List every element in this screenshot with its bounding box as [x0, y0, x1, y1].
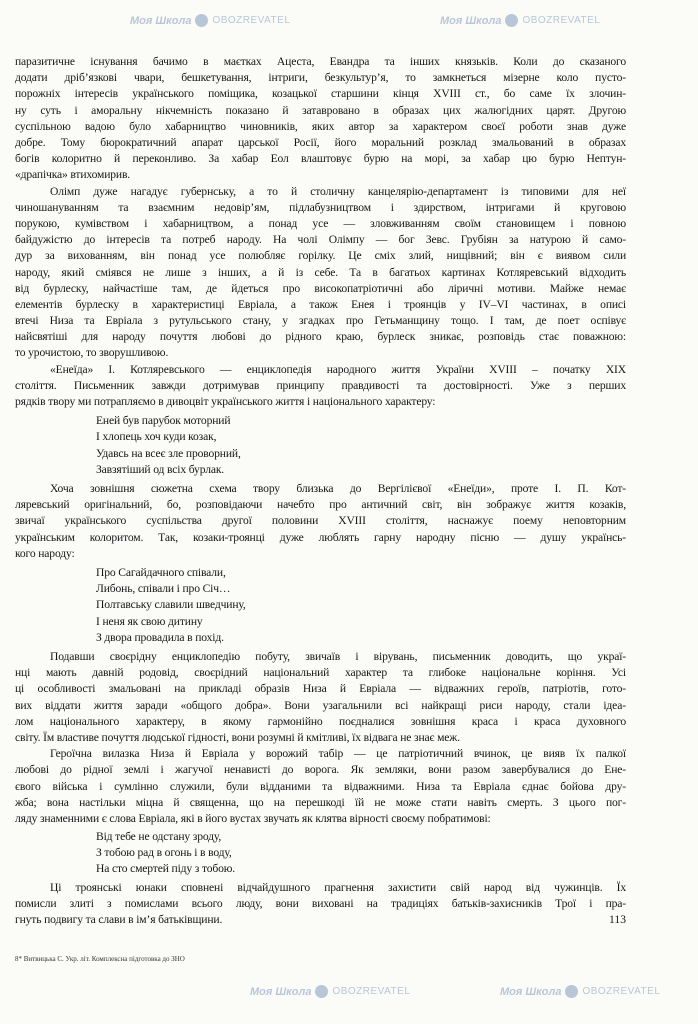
- text-line: елементів бурлеску в характеристиці Евріала, а також Енея і троянців у IV–VI частинах, в описі: [15, 297, 626, 311]
- watermark-brand: OBOZREVATEL: [582, 986, 661, 997]
- verse-quote: [15, 413, 626, 478]
- paragraph: [15, 481, 626, 562]
- text-line: добре. Тому бюрократичний апарат царської Росії, його моральний розклад змальований в образах: [15, 135, 626, 149]
- text-line: помисли злиті з помислами всього люду, вони виховані на традиціях батьків-захисників Трої і пра-: [15, 897, 626, 911]
- text-line: звичаї українського суспільства другої половини XVIII століття, наснажує поему неповторним: [15, 514, 626, 528]
- text-line: століття. Письменник завжди дотримував принципу правдивості та достовірності. Уже з перших: [15, 378, 626, 392]
- text-line: то урочистою, то зворушливою.: [15, 346, 169, 360]
- verse-line: Полтавську славили шведчину,: [96, 598, 246, 612]
- text-line: кого народу:: [15, 546, 75, 560]
- verse-line: На сто смертей піду з тобою.: [96, 862, 236, 876]
- verse-quote: [15, 829, 626, 878]
- text-line: «Енеїда» І. Котляревського — енциклопедія народного життя України XVIII – початку XIX: [50, 362, 626, 376]
- text-line: від бурлеску, найчастіше там, де йдеться про високопатріотичні або ліричні мотиви. Майже немає: [15, 281, 626, 295]
- verse-line: І хлопець хоч куди козак,: [96, 430, 217, 444]
- text-line: гнуть подвигу та слави в ім’я батьківщини.: [15, 913, 223, 927]
- page-number: 113: [609, 913, 626, 926]
- text-line: порожніх інтересів українського поміщика, козацької старшини кінця XVIII ст., бо саме їх злочин-: [15, 87, 626, 101]
- footer-citation: 8* Витвицька С. Укр. літ. Комплексна підготовка до ЗНО: [15, 955, 185, 963]
- text-line: суспільною вадою було хабарництво чиновників, яких автор за характером своєї роботи знав дуже: [15, 119, 626, 133]
- text-line: ну суть і аморальну нікчемність показано й затавровано в образах цих жалюгідних царят. Другою: [15, 103, 626, 117]
- verse-line: Про Сагайдачного співали,: [96, 566, 226, 579]
- watermark-brand: Моя Школа: [440, 14, 502, 27]
- text-line: Героїчна вилазка Низа й Евріала у ворожий табір — це патріотичний вчинок, це вияв їх палкої: [50, 747, 626, 761]
- text-line: українським колоритом. Так, козаки-троянці дуже люблять гарну народну пісню — душу українсь-: [15, 530, 626, 544]
- watermark-brand: OBOZREVATEL: [332, 986, 411, 997]
- text-line: найсвятіші для народу почуття любові до рідного краю, бурлеск зникає, розповідь стає поважною:: [15, 330, 626, 344]
- text-line: жба; вона настільки міцна й священна, що на перешкоді їй не може стати навіть смерть. З цього пог-: [15, 795, 626, 809]
- text-line: байдужістю до інтересів та потреб народу. На чолі Олімпу — бог Зевс. Грубіян за натурою й само-: [15, 233, 626, 247]
- watermark-brand: Моя Школа: [250, 985, 312, 998]
- text-line: чиношануванням та взаємним недовір’ям, підлабузництвом і здирством, інтригами й круговою: [15, 200, 626, 214]
- text-line: паразитичне існування бачимо в маєтках Ацеста, Евандра та інших князьків. Коли до сказаного: [15, 55, 626, 68]
- watermark-logo-icon: [565, 985, 578, 998]
- text-line: євого війська і сумлінно служили, були відданими та відважними. Низа та Евріала єднає бойова дру-: [15, 779, 626, 793]
- paragraph: [15, 649, 626, 746]
- text-line: народу, який сміявся не лише з інших, а й із себе. Та в багатьох картинах Котляревський відходить: [15, 265, 626, 279]
- text-line: дур за вихованням, він понад усе полюбляє горілку. Це сміх злий, нищівний; він є виявом сили: [15, 249, 626, 263]
- verse-line: З двора провадила в похід.: [96, 630, 224, 644]
- watermark: [440, 14, 600, 27]
- text-line: порукою, кумівством і хабарництвом, а понад усе — зловживанням своїм становищем і повною: [15, 216, 626, 230]
- text-line: світу. Їм властиве почуття людської гідності, вони розумні й кмітливі, їх відвага не знає меж.: [15, 730, 460, 744]
- text-line: «драпічка» втихомирив.: [15, 168, 131, 182]
- watermark-logo-icon: [195, 14, 208, 27]
- watermark-brand: OBOZREVATEL: [522, 15, 601, 26]
- text-line: вих віддати життя заради «общого добра». Вони узагальнили всі найкращі риси народу, стали ідеа-: [15, 698, 626, 712]
- text-line: додати дріб’язкові чвари, бешкетування, інтриги, безкультур’я, то замкнеться мізерне коло пусто-: [15, 71, 626, 85]
- text-line: Хоча зовнішня сюжетна схема твору близька до Вергілієвої «Енеїди», проте І. П. Кот-: [50, 482, 626, 495]
- watermark-logo-icon: [315, 985, 328, 998]
- paragraph: [15, 362, 626, 411]
- watermark: [130, 14, 290, 27]
- text-line: лом національного характеру, в якому гармонійно поєдналися зовнішня краса і краса духовного: [15, 714, 626, 728]
- verse-line: З тобою рад в огонь і в воду,: [96, 846, 232, 860]
- paragraph: [15, 184, 626, 362]
- verse-line: Либонь, співали і про Січ…: [96, 582, 231, 596]
- text-line: Ці троянські юнаки сповнені відчайдушного прагнення захистити свій народ від чужинців. Їх: [50, 881, 626, 894]
- text-line: ляревський оригінальний, бо, розповідаючи начебто про античний світ, він зображує життя козаків,: [15, 498, 626, 512]
- text-line: втечі Низа та Евріала з рутульського стану, у згадках про Гетьманщину тощо. І там, де поет оспівує: [15, 314, 626, 328]
- watermark: [250, 985, 410, 998]
- verse-line: Еней був парубок моторний: [96, 414, 231, 428]
- verse-line: Від тебе не одстану зроду,: [96, 830, 222, 843]
- watermark-brand: OBOZREVATEL: [212, 15, 291, 26]
- paragraph: [15, 880, 626, 929]
- watermark-brand: Моя Школа: [130, 14, 192, 27]
- verse-line: Завзятіший од всіх бурлак.: [96, 462, 225, 476]
- watermark-logo-icon: [505, 14, 518, 27]
- text-line: нці мають давній родовід, своєрідний національний характер та глибоке національне коріння. Усі: [15, 666, 626, 680]
- text-line: Олімп дуже нагадує губернську, а то й столичну канцелярію-департамент із типовими для неї: [50, 184, 626, 198]
- text-line: Подавши своєрідну енциклопедію побуту, звичаїв і вірувань, письменник доводить, що украї-: [50, 650, 626, 663]
- text-line: богів колоритно й переконливо. За хабар Еол влаштовує бурю на морі, за хабар цю бурю Нептун-: [15, 152, 626, 166]
- watermark-brand: Моя Школа: [500, 985, 562, 998]
- paragraph: [15, 54, 626, 184]
- text-line: рядків твору ми потрапляємо в дивоцвіт українського життя і національного характеру:: [15, 395, 436, 409]
- verse-line: Удавсь на всеє зле проворний,: [96, 446, 241, 460]
- text-line: ляду знаменними є слова Евріала, які в його вустах звучать як клятва вірності своєму побратимові:: [15, 811, 491, 825]
- watermark: [500, 985, 660, 998]
- text-line: ці особливості змальовані на прикладі образів Низа й Евріала — відважних героїв, патріотів, гото-: [15, 682, 626, 696]
- verse-quote: [15, 565, 626, 646]
- verse-line: І неня як свою дитину: [96, 614, 203, 628]
- text-line: любові до рідної землі і жагучої ненависті до ворога. Як земляки, вони разом завербувалися до Ене-: [15, 763, 626, 777]
- paragraph: [15, 746, 626, 827]
